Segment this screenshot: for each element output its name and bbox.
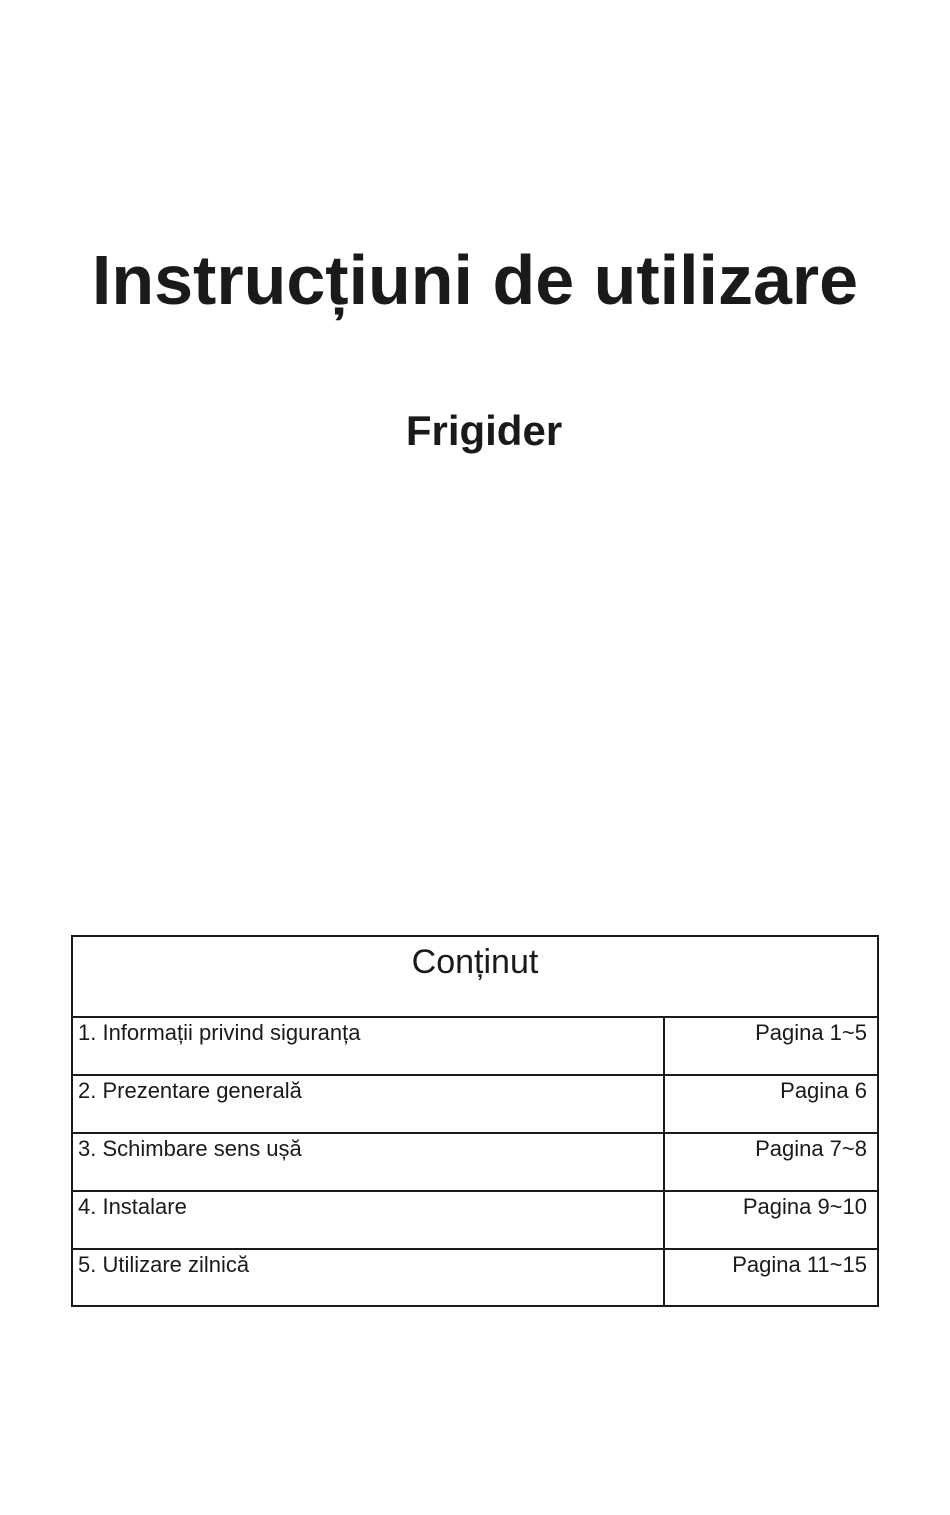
page-range: Pagina 11~15 <box>732 1252 867 1277</box>
page-range-cell <box>663 1076 877 1132</box>
table-row <box>73 1134 877 1192</box>
table-row <box>73 1250 877 1305</box>
document-subtitle: Frigider <box>405 407 563 454</box>
page-range-cell <box>663 1192 877 1248</box>
document-title: Instrucțiuni de utilizare <box>91 241 859 319</box>
table-row <box>73 1192 877 1250</box>
table-row <box>73 1076 877 1134</box>
section-name: 2. Prezentare generală <box>78 1078 302 1103</box>
section-name: 4. Instalare <box>78 1194 187 1219</box>
page-range: Pagina 1~5 <box>755 1020 867 1045</box>
page-range-cell <box>663 1018 877 1074</box>
table-row <box>73 1018 877 1076</box>
section-name: 5. Utilizare zilnică <box>78 1252 250 1277</box>
section-name: 1. Informații privind siguranța <box>78 1020 361 1045</box>
contents-table <box>71 935 879 1307</box>
page-range-cell <box>663 1134 877 1190</box>
page-range: Pagina 9~10 <box>742 1194 867 1219</box>
page-range-cell <box>663 1250 877 1305</box>
contents-heading: Conținut <box>73 937 877 1018</box>
section-name: 3. Schimbare sens ușă <box>78 1136 302 1161</box>
page-range: Pagina 7~8 <box>755 1136 867 1161</box>
page-range: Pagina 6 <box>780 1078 867 1103</box>
